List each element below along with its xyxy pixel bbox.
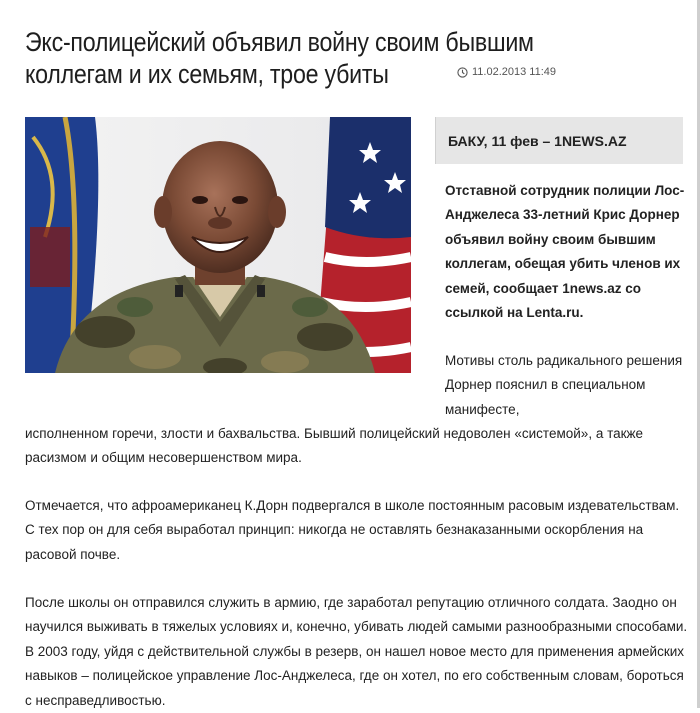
- article-title: Экс-полицейский объявил войну своим бывшим коллегам и их семьям, трое убиты: [25, 27, 534, 89]
- article-dateline: [435, 117, 683, 164]
- article-lead: Отставной сотрудник полиции Лос-Анджелеса 33-летний Крис Дорнер объявил войну своим бывшим коллегам, обещая убить членов их семей, сообщает 1news.az со ссылкой на Lenta.ru.: [445, 183, 685, 321]
- article-datetime: 11.02.2013 11:49: [472, 66, 557, 78]
- article-meta: [457, 66, 556, 78]
- article-paragraph-1-start: Мотивы столь радикального решения Дорнер пояснил в специальном манифесте,: [445, 353, 683, 417]
- dateline-text: БАКУ, 11 фев – 1NEWS.AZ: [448, 132, 627, 149]
- clock-icon: [457, 67, 468, 78]
- article-photo: [25, 117, 411, 373]
- article-paragraph-1-end: исполненном горечи, злости и бахвальства. Бывший полицейский недоволен «системой», а также расизмом и общим несовершенством мира.: [25, 426, 644, 466]
- article-paragraph-2: Отмечается, что афроамериканец К.Дорн подвергался в школе постоянным расовым издевательствам. С тех пор он для себя выработал принцип: никогда не оставлять безнаказанными оскорбления на расовой почве.: [25, 498, 680, 562]
- article-paragraph-3: После школы он отправился служить в армию, где заработал репутацию отличного солдата. Заодно он научился выживать в тяжелых условиях и, конечно, убивать людей самыми разнообразными способами. В 2003 году, уйдя с действительной службы в резерв, он нашел новое место для применения армейских навыков – полицейское управление Лос-Анджелеса, где он хотел, по его собственным словам, бороться с несправедливостью.: [25, 595, 688, 708]
